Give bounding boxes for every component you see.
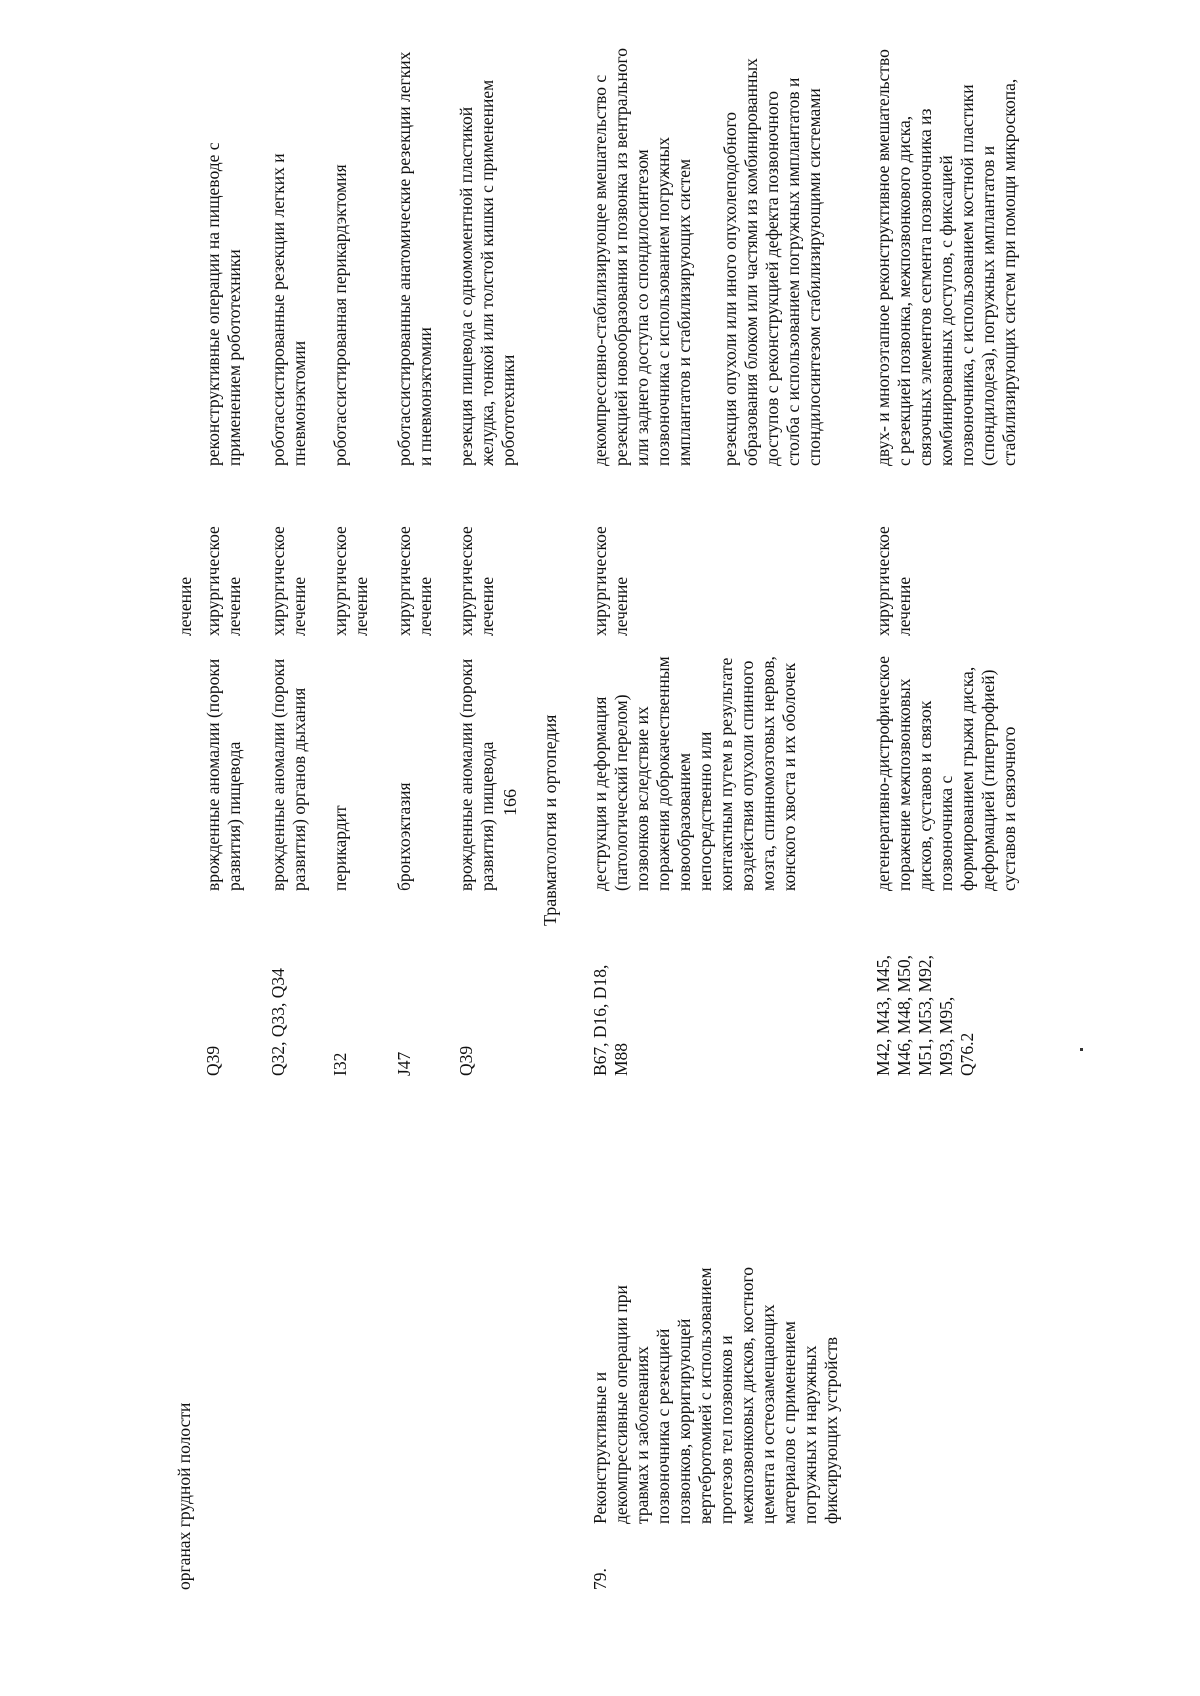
diagnosis-line: дегенеративно-дистрофическое [873,655,893,891]
method-line: двух- и многоэтапное реконструктивное вмешательство [873,49,893,466]
diagnosis-cell [268,659,310,891]
code-line: M51, M53, M92, [915,954,935,1076]
diagnosis-line: формированием грыжи диска, [957,666,977,891]
code-line: M46, M48, M50, [894,954,914,1076]
treatment-line: лечение [175,576,195,636]
continued-row-treatment [175,577,196,636]
diagnosis-cell [330,805,351,891]
method-line: резекция опухоли или иного опухолеподобного [720,112,740,466]
method-line: применением робототехники [224,249,244,466]
diagnosis-line: бронхоэктазия [394,782,414,891]
method-line: реконструктивные операции на пищеводе с [203,142,223,466]
method-line: стабилизирующих систем при помощи микроскопа, [999,78,1019,466]
diagnosis-line: контактным путем в результате [716,657,736,891]
treatment-line: лечение [477,576,497,636]
method-cell [203,142,245,466]
treatment-line: хирургическое [873,526,893,636]
method-line: резекция пищевода с одномоментной пластикой [456,106,476,466]
code-line: M42, M43, M45, [873,954,893,1076]
treatment-line: лечение [289,576,309,636]
method-line: роботассистированная перикардэктомия [330,164,350,466]
diagnosis-line: суставов и связочного [999,726,1019,891]
method-line: образования блоком или частями из комбинированных [741,58,761,466]
codes-cell [590,965,632,1076]
method-line: желудка, тонкой или толстой кишки с применением [477,79,497,466]
treatment-line: лечение [415,576,435,636]
name-line: межпозвонковых дисков, костного [737,1267,757,1524]
diagnosis-line: развития) органов дыхания [289,687,309,891]
name-line: погружных и наружных [800,1345,820,1524]
method-line: доступов с реконструкцией дефекта позвоночного [762,90,782,466]
section-title: Травматология и ортопедия [540,714,560,926]
name-line: материалов с применением [779,1320,799,1524]
method-line: комбинированных доступов, с фиксацией [936,155,956,466]
code-line: Q39 [203,1045,223,1076]
diagnosis-cell [873,656,1020,891]
treatment-cell [590,526,632,636]
row-number: 79. [590,1568,610,1590]
name-line: протезов тел позвонков и [716,1335,736,1524]
name-line: декомпрессивные операции при [611,1285,631,1524]
treatment-line: лечение [611,576,631,636]
diagnosis-line: конского хвоста и их оболочек [779,662,799,891]
treatment-cell [873,526,915,636]
treatment-line: хирургическое [330,526,350,636]
method-line: с резекцией позвонка, межпозвонкового диска, [894,115,914,466]
method-cell [720,58,825,466]
name-line: травмах и заболеваниях [632,1346,652,1524]
treatment-cell [268,526,310,636]
treatment-line: хирургическое [590,526,610,636]
diagnosis-line: позвонков вследствие их [632,706,652,891]
scan-speck [1080,1048,1083,1051]
method-line: позвоночника, с использованием костной пластики [957,84,977,466]
method-line: декомпрессивно-стабилизирующее вмешательство с [590,74,610,466]
diagnosis-line: позвоночника с [936,775,956,891]
code-line: Q39 [456,1045,476,1076]
name-line: фиксирующих устройств [821,1336,841,1524]
diagnosis-line: поражения доброкачественным [653,656,673,891]
diagnosis-line: дисков, суставов и связок [915,700,935,891]
diagnosis-line: развития) пищевода [224,741,244,891]
treatment-line: хирургическое [394,526,414,636]
name-line: органах грудной полости [174,1402,194,1590]
name-line: позвонков, корригирующей [674,1318,694,1524]
diagnosis-line: деформацией (гипертрофией) [978,669,998,891]
diagnosis-line: поражение межпозвонковых [894,678,914,891]
name-line: вертебротомией с использованием [695,1267,715,1524]
method-cell [394,52,436,466]
treatment-cell [394,526,436,636]
code-line: Q76.2 [957,1032,977,1076]
method-line: спондилосинтезом стабилизирующими системами [804,88,824,466]
code-line: J47 [394,1051,414,1076]
diagnosis-cell [456,659,498,891]
code-line: Q32, Q33, Q34 [268,968,288,1076]
diagnosis-cell [590,656,800,891]
diagnosis-line: перикардит [330,805,350,891]
codes-cell [268,968,289,1076]
diagnosis-line: мозга, спинномозговых нервов, [758,656,778,891]
diagnosis-line: непосредственно или [695,731,715,891]
diagnosis-line: врожденные аномалии (пороки [268,658,288,891]
diagnosis-line: развития) пищевода [477,741,497,891]
treatment-line: хирургическое [268,526,288,636]
treatment-cell [330,526,372,636]
method-cell [330,164,351,466]
continued-row-name [174,1403,195,1590]
code-line: I32 [330,1052,350,1076]
method-line: и пневмонэктомии [415,327,435,466]
method-line: связочных элементов сегмента позвоночника из [915,108,935,466]
name-line: Реконструктивные и [590,1371,610,1524]
diagnosis-line: воздействия опухоли спинного [737,660,757,891]
diagnosis-line: врожденные аномалии (пороки [456,658,476,891]
method-line: (спондилодеза), погружных имплантатов и [978,145,998,466]
codes-cell [330,1053,351,1076]
method-line: роботассистированные резекции легких и [268,153,288,466]
treatment-line: лечение [894,576,914,636]
code-line: M93, M95, [936,996,956,1076]
method-cell [456,80,519,466]
code-line: B67, D16, D18, [590,964,610,1076]
codes-cell [456,1046,477,1076]
method-line: позвоночника с использованием погружных [653,137,673,466]
method-cell [590,48,695,466]
method-cell [873,49,1020,466]
treatment-cell [203,526,245,636]
treatment-line: лечение [224,576,244,636]
diagnosis-line: новообразованием [674,752,694,891]
diagnosis-cell [394,782,415,891]
page-number: 166 [500,789,520,816]
row-79-name [590,1267,842,1524]
codes-cell [394,1052,415,1076]
treatment-line: лечение [351,576,371,636]
code-line: M88 [611,1042,631,1076]
name-line: цемента и остеозамещающих [758,1304,778,1524]
codes-cell [203,1046,224,1076]
method-line: имплантатов и стабилизирующих систем [674,158,694,466]
method-cell [268,153,310,466]
method-line: резекцией новообразования и позвонка из вентрального [611,47,631,466]
diagnosis-line: врожденные аномалии (пороки [203,658,223,891]
diagnosis-line: (патологический перелом) [611,694,631,891]
codes-cell [873,955,978,1076]
treatment-line: хирургическое [203,526,223,636]
method-line: пневмонэктомии [289,340,309,466]
method-line: столба с использованием погружных имплантатов и [783,77,803,466]
treatment-cell [456,526,498,636]
method-line: роботассистированные анатомические резекции легких [394,51,414,466]
method-line: или заднего доступа со спондилосинтезом [632,149,652,466]
treatment-line: хирургическое [456,526,476,636]
name-line: позвоночника с резекцией [653,1328,673,1524]
method-line: робототехники [498,354,518,466]
diagnosis-line: деструкция и деформация [590,696,610,891]
diagnosis-cell [203,659,245,891]
